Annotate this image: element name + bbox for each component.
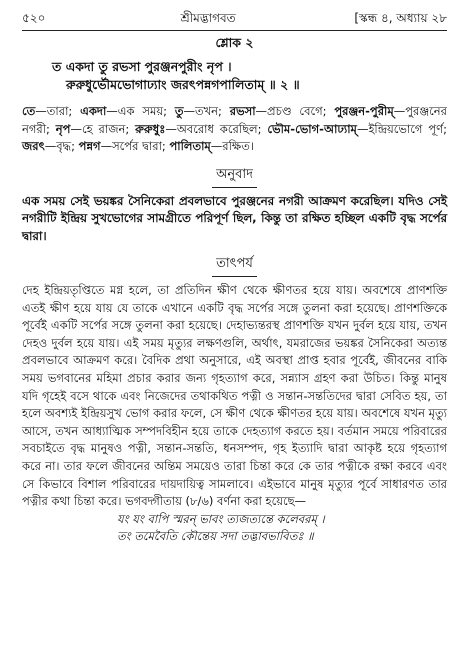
synonym-word: তু <box>174 104 184 118</box>
synonym-meaning: সর্পের দ্বারা; <box>112 139 170 153</box>
synonym-word: ভৌম-ভোগ-আঢ্যাম্ <box>267 121 357 136</box>
synonym-word: জরৎ <box>22 139 45 153</box>
synonym-meaning: ইন্দ্রিয়ভোগে পূর্ণ; <box>368 121 447 136</box>
verse-line-2: রুরুধুর্ভৌমভোগাঢ্যাং জরৎপন্নগপালিতাম্ ॥ ২ ॥ <box>66 77 300 92</box>
citation-line-2: তং তমেবৈতি কৌন্তেয় সদা তদ্ভাবভাবিতঃ ॥ <box>117 529 314 544</box>
synonyms-paragraph: তে—তারা; একদা—এক সময়; তু—তখন; রভসা—প্রচণ্ড বেগে; পুরঞ্জন-পুরীম্—পুরঞ্জনের নগরী; নৃপ—হে রাজন; রুরুধুঃ—অবরোধ করেছিল; ভৌম-ভোগ-আঢ্যাম্—ইন্দ্রিয়ভোগে পূর্ণ; জরৎ—বৃদ্ধ; পন্নগ—সর্পের দ্বারা; পালিতাম্—রক্ষিত। <box>22 104 447 153</box>
page-number: ৫২০ <box>22 11 46 25</box>
synonym-word: একদা <box>80 104 107 118</box>
synonym-meaning: এক সময়; <box>117 104 175 118</box>
purport-heading: তাৎপর্য <box>22 254 447 277</box>
synonym-meaning: অবরোধ করেছিল; <box>176 121 268 136</box>
synonym-meaning: প্রচণ্ড বেগে; <box>267 104 335 118</box>
purport-text: দেহ ইন্দ্রিয়তৃপ্তিতে মগ্ন হলে, তা প্রতিদিন ক্ষীণ থেকে ক্ষীণতর হয়ে যায়। অবশেষে প্রাণশক্তি এতই ক্ষীণ হয়ে যায় যে তাকে এখানে একটি বৃদ্ধ সর্পের সঙ্গে তুলনা করা হয়েছে। প্রাণশক্তিকে পূর্বেই একটি সর্পের সঙ্গে তুলনা করা হয়েছে। দেহাভ্যন্তরস্থ প্রাণশক্তি যখন দুর্বল হয়ে যায়, তখন দেহও দুর্বল হয়ে যায়। এই সময় মৃত্যুর লক্ষণগুলি, অর্থাৎ, যমরাজের ভয়ঙ্কর সৈনিকেরা অত্যন্ত প্রবলভাবে আক্রমণ করে। বৈদিক প্রথা অনুসারে, এই অবস্থা প্রাপ্ত হবার পূর্বেই, জীবনের বাকি সময় ভগবানের মহিমা প্রচার করার জন্য গৃহত্যাগ করে, সন্ন্যাস গ্রহণ করা উচিত। কিন্তু মানুষ যদি গৃহেই বসে থাকে এবং নিজেদের তথাকথিত পত্নী ও সন্তান-সন্ততিদের দ্বারা সেবিত হয়, তা হলে অবশ্যই ইন্দ্রিয়সুখ ভোগ করার ফলে, সে ক্ষীণ থেকে ক্ষীণতর হয়ে যায়। অবশেষে যখন মৃত্যু আসে, তখন আধ্যাত্মিক সম্পদবিহীন হয়ে তাকে দেহত্যাগ করতে হয়। বর্তমান সময়ে পরিবারের সবচাইতে বৃদ্ধ মানুষও পত্নী, সন্তান-সন্ততি, ধনসম্পদ, গৃহ ইত্যাদি দ্বারা আকৃষ্ট হয়ে গৃহত্যাগ করে না। তার ফলে জীবনের অন্তিম সময়েও তারা চিন্তা করে কে তার পত্নীকে রক্ষা করবে এবং সে কিভাবে বিশাল পরিবারের দায়দায়িত্ব সামলাবে। এইভাবে মানুষ মৃত্যুর পূর্বে সাধারণত তার পত্নীর কথা চিন্তা করে। ভগবদ্গীতায় (৮/৬) বর্ণনা করা হয়েছে— <box>22 283 447 509</box>
synonym-meaning: হে রাজন; <box>81 121 136 136</box>
synonym-word: রভসা <box>229 104 256 118</box>
synonym-meaning: বৃদ্ধ; <box>56 139 79 153</box>
synonym-meaning: তখন; <box>194 104 230 118</box>
synonym-word: পন্নগ <box>78 139 101 153</box>
header-rule <box>22 30 447 31</box>
page-header <box>22 10 447 28</box>
synonym-meaning: পুরঞ্জনের নগরী; <box>22 104 447 136</box>
translation-heading: অনুবাদ <box>22 165 447 188</box>
translation-text: এক সময় সেই ভয়ঙ্কর সৈনিকেরা প্রবলভাবে পুরঞ্জনের নগরী আক্রমণ করেছিল। যদিও সেই নগরীটি ইন্দ্রিয় সুখভোগের সামগ্রীতে পরিপূর্ণ ছিল, কিন্তু তা রক্ষিত হচ্ছিল একটি বৃদ্ধ সর্পের দ্বারা। <box>22 193 447 243</box>
synonym-word: রুরুধুঃ <box>135 121 166 136</box>
verse-title: শ্লোক ২ <box>215 35 254 50</box>
synonym-meaning: রক্ষিত। <box>222 139 254 153</box>
verse-line-1: ত একদা তু রভসা পুরঞ্জনপুরীং নৃপ । <box>52 59 232 74</box>
gita-citation <box>22 511 447 546</box>
synonym-meaning: তারা; <box>46 104 81 118</box>
synonym-word: পালিতাম্ <box>169 139 211 153</box>
book-title: শ্রীমদ্ভাগবত <box>180 11 236 25</box>
synonym-word: তে <box>22 104 36 118</box>
synonym-word: পুরঞ্জন-পুরীম্ <box>334 104 394 118</box>
verse-text <box>22 58 447 94</box>
chapter-reference: [স্কন্ধ ৪, অধ্যায় ২৮ <box>354 11 447 25</box>
synonym-word: নৃপ <box>55 121 71 136</box>
citation-line-1: যং যং বাপি স্মরন্ ভাবং ত্যজত্যন্তে কলেবরম্ । <box>117 511 325 526</box>
